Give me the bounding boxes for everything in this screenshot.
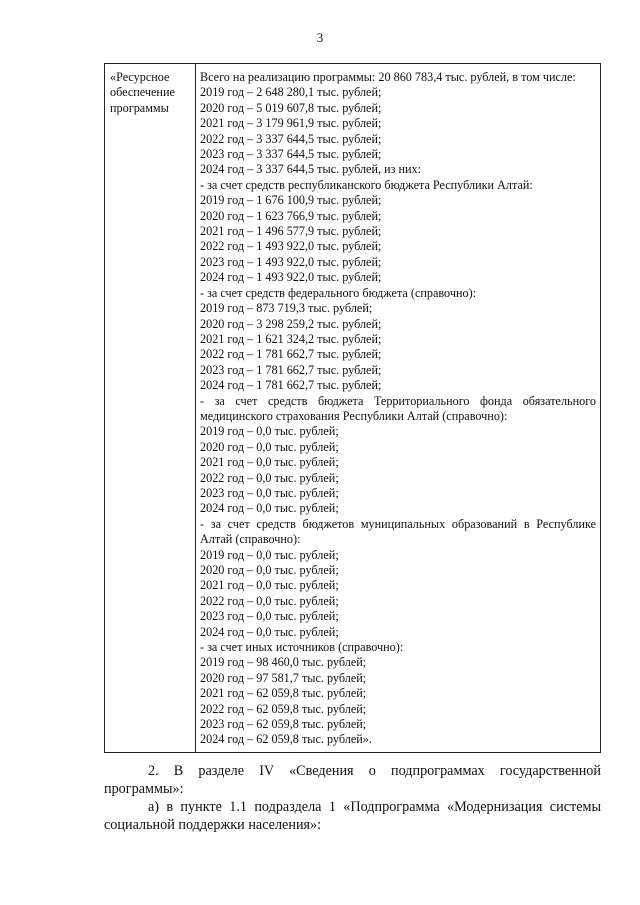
year-line: 2024 год – 1 781 662,7 тыс. рублей; [200,378,382,393]
year-line: 2021 год – 1 496 577,9 тыс. рублей; [200,224,382,239]
republican-years [200,193,596,285]
year-line: 2024 год – 0,0 тыс. рублей; [200,501,339,516]
year-line: 2019 год – 0,0 тыс. рублей; [200,424,339,439]
year-line: 2019 год – 0,0 тыс. рублей; [200,547,339,562]
tfoms-years [200,424,596,516]
year-line: 2020 год – 5 019 607,8 тыс. рублей; [200,100,382,115]
year-line: 2019 год – 98 460,0 тыс. рублей; [200,655,367,670]
year-line: 2020 год – 3 298 259,2 тыс. рублей; [200,316,382,331]
year-line: 2021 год – 3 179 961,9 тыс. рублей; [200,116,382,131]
year-line: 2021 год – 0,0 тыс. рублей; [200,578,339,593]
year-line: 2022 год – 62 059,8 тыс. рублей; [200,701,367,716]
year-line: 2019 год – 1 676 100,9 тыс. рублей; [200,193,382,208]
year-line: 2021 год – 62 059,8 тыс. рублей; [200,686,367,701]
page-number: 3 [316,30,324,45]
municipal-heading: - за счет средств бюджетов муниципальных образований в Республике Алтай (справочно): [200,516,596,547]
other-heading: - за счет иных источников (справочно): [200,640,404,655]
year-line: 2023 год – 3 337 644,5 тыс. рублей; [200,147,382,162]
federal-heading: - за счет средств федерального бюджета (справочно): [200,285,477,300]
table-row [105,64,601,753]
year-line: 2021 год – 0,0 тыс. рублей; [200,455,339,470]
year-line: 2023 год – 0,0 тыс. рублей; [200,485,339,500]
year-line: 2019 год – 873 719,3 тыс. рублей; [200,301,373,316]
label-text: «Ресурсное обеспечение программы [110,70,175,115]
resource-table [104,63,601,753]
content-cell [196,64,601,753]
year-line: 2024 год – 1 493 922,0 тыс. рублей; [200,270,382,285]
year-line: 2022 год – 3 337 644,5 тыс. рублей; [200,131,382,146]
tfoms-heading: - за счет средств бюджета Территориального фонда обязательного медицинского страхования Республики Алтай (справочно): [200,393,596,423]
republican-heading: - за счет средств республиканского бюджета Республики Алтай: [200,177,533,192]
year-line: 2020 год – 0,0 тыс. рублей; [200,563,339,577]
year-line: 2024 год – 62 059,8 тыс. рублей». [200,732,372,747]
other-years [200,655,596,747]
paragraph-section-iv: 2. В разделе IV «Сведения о подпрограммах государственной программы»: [104,763,601,797]
year-line: 2024 год – 0,0 тыс. рублей; [200,624,339,639]
year-line: 2022 год – 0,0 тыс. рублей; [200,593,339,608]
year-line: 2023 год – 62 059,8 тыс. рублей; [200,717,367,732]
year-line: 2022 год – 0,0 тыс. рублей; [200,470,339,485]
year-line: 2020 год – 1 623 766,9 тыс. рублей; [200,208,382,223]
total-years [200,85,596,177]
paragraph-item-1-1: а) в пункте 1.1 подраздела 1 «Подпрограмма «Модернизация системы социальной поддержки населения»: [104,799,601,833]
year-line: 2021 год – 1 621 324,2 тыс. рублей; [200,331,382,346]
year-line: 2022 год – 1 493 922,0 тыс. рублей; [200,239,382,254]
total-intro: Всего на реализацию программы: 20 860 783,4 тыс. рублей, в том числе: [200,70,576,84]
municipal-years [200,548,596,640]
content-lines [196,64,600,752]
year-line: 2023 год – 0,0 тыс. рублей; [200,609,339,624]
year-line: 2023 год – 1 493 922,0 тыс. рублей; [200,254,382,269]
federal-years [200,301,596,393]
year-line: 2024 год – 3 337 644,5 тыс. рублей, из них: [200,162,421,177]
year-line: 2020 год – 97 581,7 тыс. рублей; [200,670,367,685]
year-line: 2020 год – 0,0 тыс. рублей; [200,439,339,454]
label-cell [105,64,196,753]
year-line: 2022 год – 1 781 662,7 тыс. рублей; [200,347,382,362]
year-line: 2019 год – 2 648 280,1 тыс. рублей; [200,85,382,100]
year-line: 2023 год – 1 781 662,7 тыс. рублей; [200,362,382,377]
